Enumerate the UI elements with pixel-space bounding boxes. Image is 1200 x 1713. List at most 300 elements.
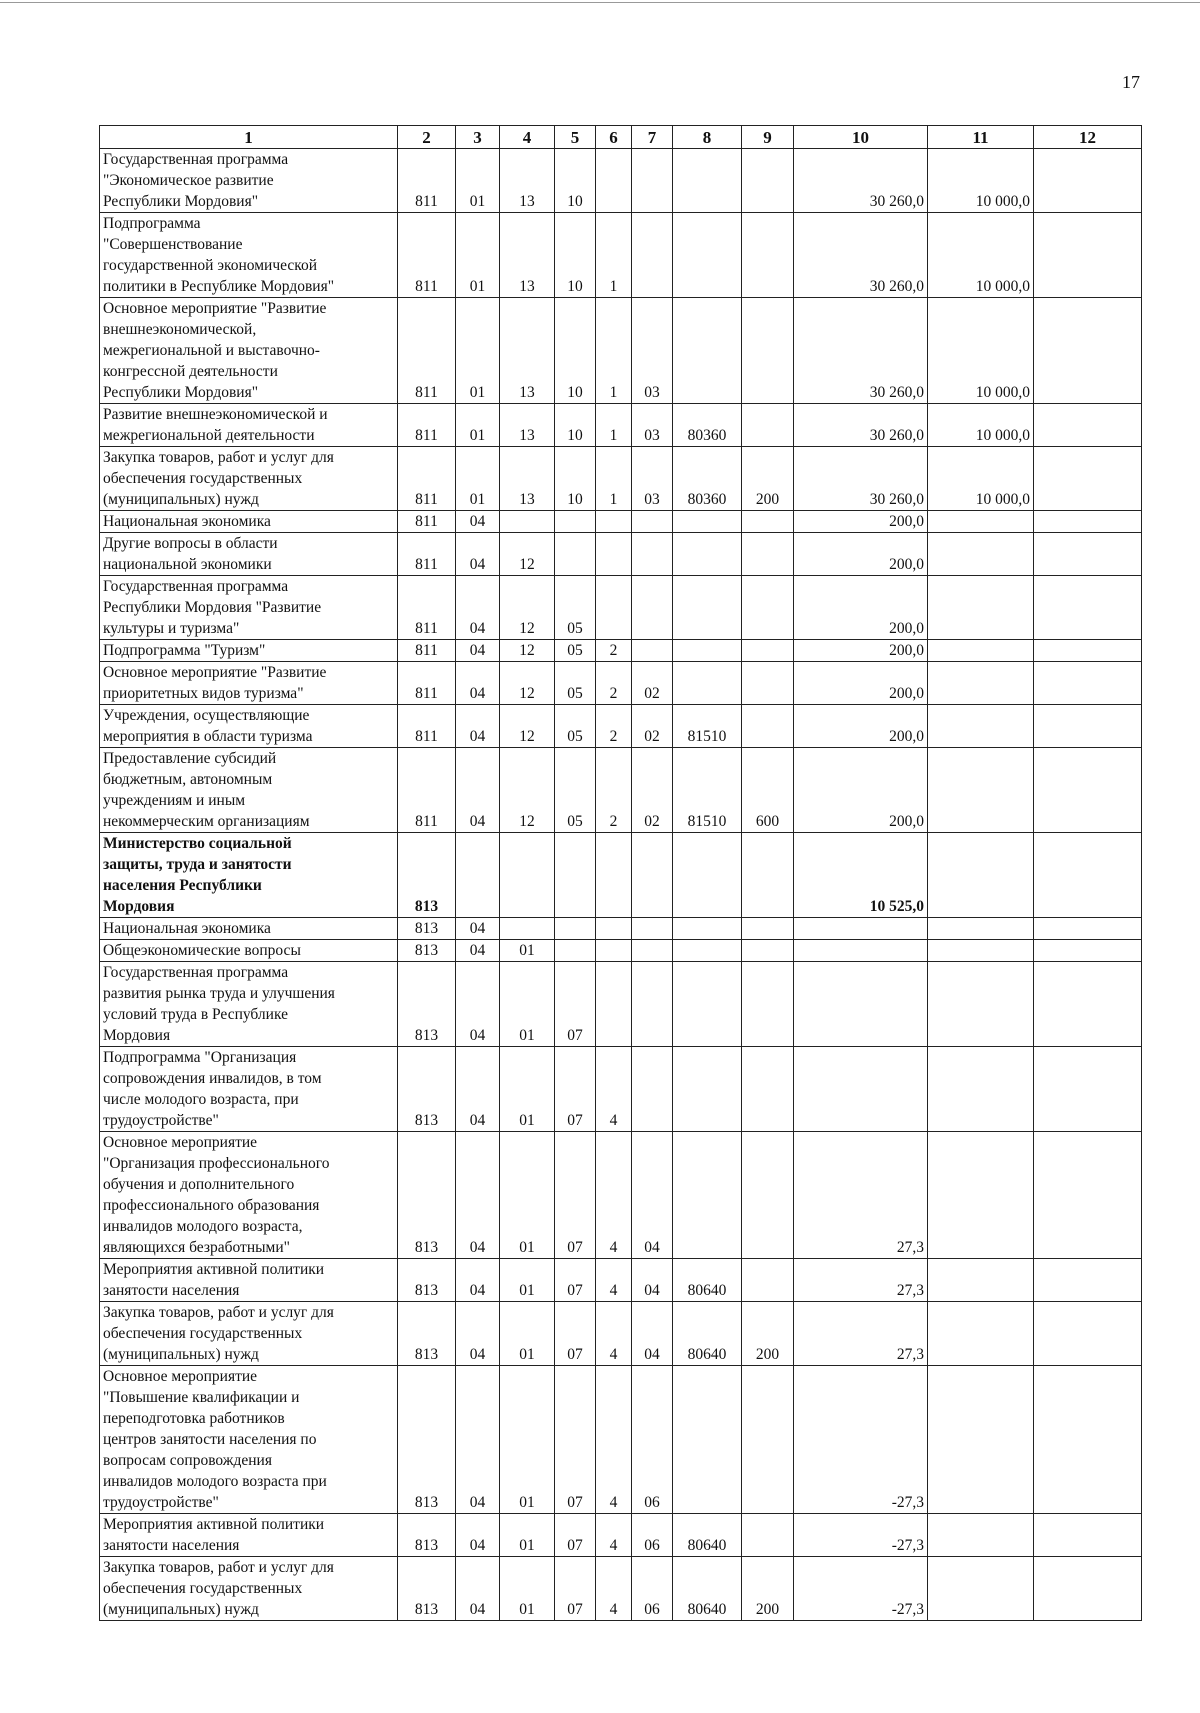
code-glava: 813	[398, 1047, 456, 1132]
column-header: 2	[398, 126, 456, 149]
row-name: Основное мероприятие "Повышение квалификации и переподготовка работников центров занятости населения по вопросам сопровождения инвалидов молодого возраста при трудоустройстве"	[100, 1366, 398, 1514]
row-name: Учреждения, осуществляющие мероприятия в области туризма	[100, 705, 398, 748]
code-podrazdel: 13	[500, 298, 555, 404]
code-event	[632, 149, 673, 213]
code-podrazdel: 01	[500, 1132, 555, 1259]
table-row	[100, 705, 1142, 748]
column-header: 1	[100, 126, 398, 149]
amount-change	[794, 962, 928, 1047]
code-subprogram: 2	[596, 748, 632, 833]
code-direction	[673, 640, 742, 662]
amount-col11	[928, 640, 1034, 662]
code-glava: 811	[398, 640, 456, 662]
code-expense-type: 200	[742, 1557, 794, 1621]
code-expense-type	[742, 962, 794, 1047]
code-direction: 80360	[673, 404, 742, 447]
code-podrazdel: 13	[500, 213, 555, 298]
code-program	[555, 940, 596, 962]
code-podrazdel: 12	[500, 576, 555, 640]
code-podrazdel: 01	[500, 940, 555, 962]
amount-col11: 10 000,0	[928, 213, 1034, 298]
amount-change: 30 260,0	[794, 149, 928, 213]
amount-change: 200,0	[794, 511, 928, 533]
table-row	[100, 962, 1142, 1047]
amount-col11	[928, 705, 1034, 748]
code-expense-type	[742, 705, 794, 748]
code-subprogram: 2	[596, 640, 632, 662]
row-name: Подпрограмма "Туризм"	[100, 640, 398, 662]
code-podrazdel	[500, 511, 555, 533]
row-name: Основное мероприятие "Развитие приоритетных видов туризма"	[100, 662, 398, 705]
code-podrazdel	[500, 833, 555, 918]
code-direction	[673, 298, 742, 404]
amount-col12	[1034, 1259, 1142, 1302]
row-name: Подпрограмма "Организация сопровождения инвалидов, в том числе молодого возраста, при трудоустройстве"	[100, 1047, 398, 1132]
code-event: 06	[632, 1366, 673, 1514]
amount-change: 200,0	[794, 533, 928, 576]
table-row	[100, 533, 1142, 576]
amount-col11	[928, 576, 1034, 640]
code-event	[632, 213, 673, 298]
amount-change: 200,0	[794, 576, 928, 640]
code-razdel: 01	[456, 298, 500, 404]
amount-change: 27,3	[794, 1132, 928, 1259]
code-program: 07	[555, 1514, 596, 1557]
row-name: Национальная экономика	[100, 918, 398, 940]
code-event: 03	[632, 447, 673, 511]
code-podrazdel: 01	[500, 962, 555, 1047]
column-header: 12	[1034, 126, 1142, 149]
code-expense-type	[742, 940, 794, 962]
row-name: Мероприятия активной политики занятости населения	[100, 1514, 398, 1557]
code-glava: 811	[398, 511, 456, 533]
code-glava: 813	[398, 1514, 456, 1557]
code-event	[632, 533, 673, 576]
code-event: 03	[632, 404, 673, 447]
code-subprogram	[596, 940, 632, 962]
code-direction: 80640	[673, 1557, 742, 1621]
amount-col12	[1034, 640, 1142, 662]
code-subprogram	[596, 533, 632, 576]
row-name: Основное мероприятие "Развитие внешнеэкономической, межрегиональной и выставочно- конгрессной деятельности Республики Мордовия"	[100, 298, 398, 404]
code-direction	[673, 213, 742, 298]
code-direction: 81510	[673, 705, 742, 748]
table-row	[100, 1366, 1142, 1514]
code-program: 05	[555, 576, 596, 640]
amount-col11	[928, 662, 1034, 705]
code-event	[632, 1047, 673, 1132]
amount-change: 27,3	[794, 1302, 928, 1366]
table-row	[100, 1259, 1142, 1302]
code-razdel: 01	[456, 404, 500, 447]
code-expense-type	[742, 149, 794, 213]
code-direction	[673, 576, 742, 640]
row-name: Развитие внешнеэкономической и межрегиональной деятельности	[100, 404, 398, 447]
code-program: 07	[555, 1047, 596, 1132]
code-event	[632, 640, 673, 662]
amount-col12	[1034, 213, 1142, 298]
code-program: 10	[555, 447, 596, 511]
row-name: Государственная программа развития рынка труда и улучшения условий труда в Республике Мордовия	[100, 962, 398, 1047]
code-razdel: 04	[456, 576, 500, 640]
code-podrazdel: 12	[500, 533, 555, 576]
column-header: 9	[742, 126, 794, 149]
amount-col12	[1034, 833, 1142, 918]
column-header: 8	[673, 126, 742, 149]
table-row	[100, 918, 1142, 940]
table-row	[100, 1302, 1142, 1366]
amount-col11	[928, 1132, 1034, 1259]
code-glava: 813	[398, 1557, 456, 1621]
code-expense-type	[742, 1514, 794, 1557]
code-program: 10	[555, 149, 596, 213]
code-subprogram	[596, 576, 632, 640]
code-expense-type	[742, 918, 794, 940]
code-razdel: 04	[456, 1557, 500, 1621]
code-direction	[673, 1366, 742, 1514]
code-direction	[673, 533, 742, 576]
column-header: 7	[632, 126, 673, 149]
budget-table	[99, 125, 1142, 1621]
table-row	[100, 1047, 1142, 1132]
amount-col12	[1034, 576, 1142, 640]
code-event: 04	[632, 1132, 673, 1259]
code-expense-type	[742, 213, 794, 298]
table-row	[100, 576, 1142, 640]
code-podrazdel: 12	[500, 640, 555, 662]
table-row	[100, 662, 1142, 705]
code-glava: 813	[398, 1132, 456, 1259]
amount-col11	[928, 1366, 1034, 1514]
amount-col11: 10 000,0	[928, 404, 1034, 447]
code-expense-type: 600	[742, 748, 794, 833]
code-program: 05	[555, 662, 596, 705]
code-program: 10	[555, 404, 596, 447]
code-direction: 80640	[673, 1259, 742, 1302]
amount-change	[794, 1047, 928, 1132]
code-expense-type	[742, 1366, 794, 1514]
table-row	[100, 1514, 1142, 1557]
code-razdel: 04	[456, 533, 500, 576]
table-row	[100, 404, 1142, 447]
code-direction	[673, 149, 742, 213]
code-expense-type: 200	[742, 1302, 794, 1366]
code-program: 07	[555, 962, 596, 1047]
amount-col12	[1034, 662, 1142, 705]
amount-col11	[928, 833, 1034, 918]
code-direction	[673, 940, 742, 962]
code-expense-type	[742, 1047, 794, 1132]
code-subprogram: 4	[596, 1514, 632, 1557]
code-podrazdel: 01	[500, 1259, 555, 1302]
code-podrazdel: 13	[500, 447, 555, 511]
code-glava: 811	[398, 576, 456, 640]
code-event: 03	[632, 298, 673, 404]
code-glava: 813	[398, 1366, 456, 1514]
code-expense-type	[742, 511, 794, 533]
code-razdel: 01	[456, 213, 500, 298]
amount-col12	[1034, 149, 1142, 213]
column-header: 4	[500, 126, 555, 149]
code-podrazdel: 12	[500, 705, 555, 748]
code-razdel: 04	[456, 918, 500, 940]
page-top-border	[0, 2, 1200, 3]
code-subprogram: 4	[596, 1366, 632, 1514]
code-event: 02	[632, 662, 673, 705]
code-razdel: 04	[456, 1366, 500, 1514]
code-direction: 80360	[673, 447, 742, 511]
code-razdel: 04	[456, 748, 500, 833]
code-event	[632, 962, 673, 1047]
table-header-row	[100, 126, 1142, 149]
amount-change: 10 525,0	[794, 833, 928, 918]
row-name: Другие вопросы в области национальной экономики	[100, 533, 398, 576]
code-program	[555, 533, 596, 576]
code-glava: 813	[398, 833, 456, 918]
code-subprogram: 1	[596, 298, 632, 404]
code-expense-type	[742, 533, 794, 576]
code-glava: 813	[398, 1259, 456, 1302]
code-event	[632, 511, 673, 533]
amount-col11	[928, 940, 1034, 962]
code-razdel: 04	[456, 1514, 500, 1557]
amount-col12	[1034, 705, 1142, 748]
amount-col11	[928, 1557, 1034, 1621]
code-direction	[673, 662, 742, 705]
code-glava: 813	[398, 962, 456, 1047]
code-glava: 811	[398, 533, 456, 576]
code-program: 05	[555, 705, 596, 748]
amount-col12	[1034, 962, 1142, 1047]
code-glava: 811	[398, 213, 456, 298]
code-subprogram: 4	[596, 1259, 632, 1302]
table-body	[100, 149, 1142, 1621]
code-program: 07	[555, 1302, 596, 1366]
code-razdel: 04	[456, 511, 500, 533]
code-event	[632, 576, 673, 640]
code-glava: 811	[398, 447, 456, 511]
amount-change: 30 260,0	[794, 298, 928, 404]
table-row	[100, 213, 1142, 298]
code-program	[555, 833, 596, 918]
code-podrazdel: 01	[500, 1366, 555, 1514]
code-subprogram	[596, 833, 632, 918]
code-program: 10	[555, 298, 596, 404]
table-row	[100, 149, 1142, 213]
code-program: 07	[555, 1366, 596, 1514]
column-header: 10	[794, 126, 928, 149]
code-expense-type	[742, 298, 794, 404]
table-row	[100, 833, 1142, 918]
code-subprogram: 4	[596, 1132, 632, 1259]
code-razdel: 04	[456, 640, 500, 662]
row-name: Общеэкономические вопросы	[100, 940, 398, 962]
amount-change: 200,0	[794, 662, 928, 705]
amount-col12	[1034, 1366, 1142, 1514]
amount-change: -27,3	[794, 1514, 928, 1557]
code-razdel: 04	[456, 962, 500, 1047]
code-subprogram: 1	[596, 213, 632, 298]
code-program: 07	[555, 1259, 596, 1302]
amount-change: 30 260,0	[794, 213, 928, 298]
code-event: 02	[632, 705, 673, 748]
amount-col11	[928, 1514, 1034, 1557]
code-glava: 811	[398, 298, 456, 404]
amount-col11	[928, 962, 1034, 1047]
code-razdel: 04	[456, 1132, 500, 1259]
table-row	[100, 640, 1142, 662]
amount-col11	[928, 511, 1034, 533]
code-program	[555, 511, 596, 533]
code-glava: 813	[398, 1302, 456, 1366]
table-row	[100, 940, 1142, 962]
amount-col12	[1034, 1132, 1142, 1259]
amount-col11	[928, 918, 1034, 940]
code-podrazdel	[500, 918, 555, 940]
code-podrazdel: 13	[500, 149, 555, 213]
code-razdel: 04	[456, 705, 500, 748]
code-glava: 811	[398, 149, 456, 213]
row-name: Министерство социальной защиты, труда и занятости населения Республики Мордовия	[100, 833, 398, 918]
code-podrazdel: 01	[500, 1514, 555, 1557]
amount-col11	[928, 1259, 1034, 1302]
code-expense-type	[742, 833, 794, 918]
code-program: 07	[555, 1557, 596, 1621]
code-subprogram	[596, 962, 632, 1047]
amount-col12	[1034, 511, 1142, 533]
table-row	[100, 298, 1142, 404]
code-direction: 81510	[673, 748, 742, 833]
amount-change	[794, 940, 928, 962]
code-direction	[673, 511, 742, 533]
code-expense-type	[742, 640, 794, 662]
row-name: Основное мероприятие "Организация профессионального обучения и дополнительного профессионального образования инвалидов молодого возраста, являющихся безработными"	[100, 1132, 398, 1259]
column-header: 6	[596, 126, 632, 149]
code-glava: 811	[398, 404, 456, 447]
table-row	[100, 1132, 1142, 1259]
code-subprogram: 1	[596, 404, 632, 447]
code-glava: 813	[398, 940, 456, 962]
code-glava: 811	[398, 705, 456, 748]
code-subprogram: 2	[596, 662, 632, 705]
amount-change: -27,3	[794, 1366, 928, 1514]
code-direction	[673, 918, 742, 940]
code-podrazdel: 01	[500, 1557, 555, 1621]
table-row	[100, 511, 1142, 533]
code-expense-type	[742, 662, 794, 705]
amount-change: 200,0	[794, 640, 928, 662]
code-event: 04	[632, 1259, 673, 1302]
code-razdel: 01	[456, 149, 500, 213]
table-row	[100, 748, 1142, 833]
code-subprogram: 2	[596, 705, 632, 748]
code-program: 05	[555, 748, 596, 833]
code-event: 04	[632, 1302, 673, 1366]
row-name: Государственная программа Республики Мордовия "Развитие культуры и туризма"	[100, 576, 398, 640]
amount-col12	[1034, 1302, 1142, 1366]
amount-change: 27,3	[794, 1259, 928, 1302]
amount-col11: 10 000,0	[928, 447, 1034, 511]
code-event: 06	[632, 1514, 673, 1557]
code-razdel: 04	[456, 1259, 500, 1302]
page-number: 17	[1122, 72, 1140, 92]
code-razdel	[456, 833, 500, 918]
code-podrazdel: 13	[500, 404, 555, 447]
table-row	[100, 447, 1142, 511]
code-subprogram	[596, 149, 632, 213]
amount-col11	[928, 1302, 1034, 1366]
row-name: Закупка товаров, работ и услуг для обеспечения государственных (муниципальных) нужд	[100, 447, 398, 511]
amount-change: -27,3	[794, 1557, 928, 1621]
code-razdel: 04	[456, 1302, 500, 1366]
amount-col12	[1034, 1047, 1142, 1132]
code-event	[632, 918, 673, 940]
amount-change: 30 260,0	[794, 404, 928, 447]
code-direction	[673, 833, 742, 918]
code-podrazdel: 12	[500, 662, 555, 705]
code-subprogram: 4	[596, 1557, 632, 1621]
row-name: Государственная программа "Экономическое развитие Республики Мордовия"	[100, 149, 398, 213]
code-program: 10	[555, 213, 596, 298]
code-direction: 80640	[673, 1514, 742, 1557]
code-event: 06	[632, 1557, 673, 1621]
code-podrazdel: 01	[500, 1047, 555, 1132]
amount-col12	[1034, 533, 1142, 576]
code-expense-type	[742, 1259, 794, 1302]
code-direction	[673, 962, 742, 1047]
code-glava: 811	[398, 662, 456, 705]
amount-col12	[1034, 298, 1142, 404]
column-header: 5	[555, 126, 596, 149]
code-podrazdel: 12	[500, 748, 555, 833]
row-name: Национальная экономика	[100, 511, 398, 533]
code-subprogram: 4	[596, 1302, 632, 1366]
code-glava: 813	[398, 918, 456, 940]
code-program	[555, 918, 596, 940]
code-direction	[673, 1132, 742, 1259]
row-name: Закупка товаров, работ и услуг для обеспечения государственных (муниципальных) нужд	[100, 1557, 398, 1621]
code-subprogram	[596, 918, 632, 940]
code-razdel: 04	[456, 940, 500, 962]
code-razdel: 04	[456, 662, 500, 705]
row-name: Подпрограмма "Совершенствование государственной экономической политики в Республике Мордовия"	[100, 213, 398, 298]
column-header: 11	[928, 126, 1034, 149]
code-expense-type: 200	[742, 447, 794, 511]
amount-col11	[928, 533, 1034, 576]
code-event	[632, 940, 673, 962]
code-expense-type	[742, 404, 794, 447]
code-program: 07	[555, 1132, 596, 1259]
amount-col12	[1034, 918, 1142, 940]
amount-col12	[1034, 404, 1142, 447]
code-direction: 80640	[673, 1302, 742, 1366]
amount-col12	[1034, 748, 1142, 833]
amount-change: 200,0	[794, 748, 928, 833]
amount-col11: 10 000,0	[928, 149, 1034, 213]
code-expense-type	[742, 1132, 794, 1259]
code-subprogram: 4	[596, 1047, 632, 1132]
amount-col11	[928, 748, 1034, 833]
code-event: 02	[632, 748, 673, 833]
amount-change: 200,0	[794, 705, 928, 748]
code-direction	[673, 1047, 742, 1132]
amount-col11	[928, 1047, 1034, 1132]
code-razdel: 01	[456, 447, 500, 511]
amount-col12	[1034, 1557, 1142, 1621]
amount-change	[794, 918, 928, 940]
code-podrazdel: 01	[500, 1302, 555, 1366]
table-row	[100, 1557, 1142, 1621]
